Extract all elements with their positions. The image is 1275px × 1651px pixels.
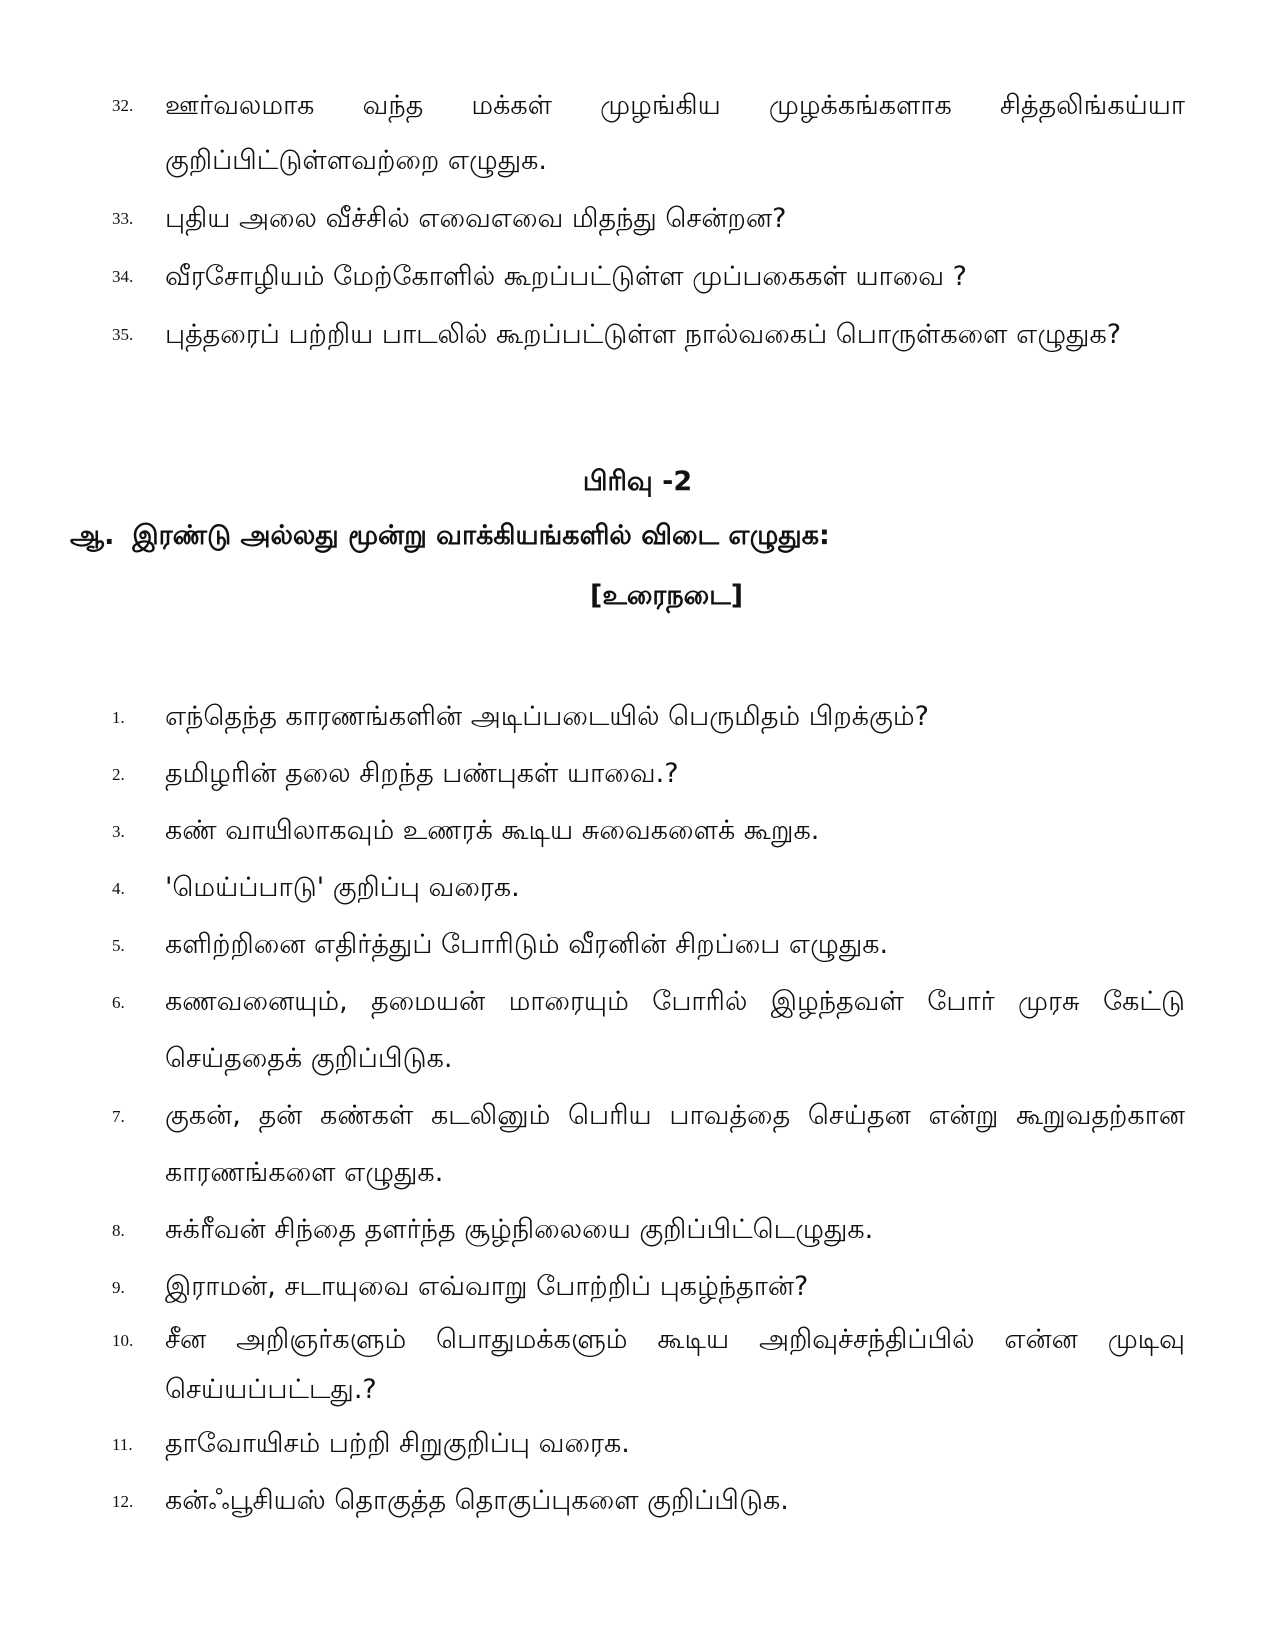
question-item xyxy=(0,249,1275,304)
question-item xyxy=(0,1258,1275,1315)
section-marker: ஆ. xyxy=(70,520,115,551)
section-heading: பிரிவு -2 xyxy=(582,466,693,497)
question-number: 1. xyxy=(112,708,125,727)
question-number: 9. xyxy=(112,1278,125,1297)
question-item xyxy=(0,859,1275,916)
question-number: 35. xyxy=(112,325,134,344)
question-text: புதிய அலை வீச்சில் எவைஎவை மிதந்து சென்றன? xyxy=(165,203,787,234)
question-list-part-2 xyxy=(0,688,1275,1529)
section-instruction xyxy=(70,520,830,555)
instruction-text: இரண்டு அல்லது மூன்று வாக்கியங்களில் விடை எழுதுக: xyxy=(132,520,830,551)
question-text: சீன அறிஞர்களும் பொதுமக்களும் கூடிய அறிவுச்சந்திப்பில் என்ன முடிவு செய்யப்பட்டது.? xyxy=(165,1324,1185,1405)
question-number: 3. xyxy=(112,822,125,841)
question-item xyxy=(0,78,1275,188)
question-text: கணவனையும், தமையன் மாரையும் போரில் இழந்தவள் போர் முரசு கேட்டு செய்ததைக் குறிப்பிடுக. xyxy=(165,986,1185,1074)
question-text: கண் வாயிலாகவும் உணரக் கூடிய சுவைகளைக் கூறுக. xyxy=(165,815,820,846)
question-item xyxy=(0,1087,1275,1201)
question-item xyxy=(0,191,1275,246)
question-text: களிற்றினை எதிர்த்துப் போரிடும் வீரனின் சிறப்பை எழுதுக. xyxy=(165,929,889,960)
question-number: 8. xyxy=(112,1221,125,1240)
question-item xyxy=(0,973,1275,1087)
question-text: கன்ஃபூசியஸ் தொகுத்த தொகுப்புகளை குறிப்பிடுக. xyxy=(165,1485,789,1516)
question-number: 2. xyxy=(112,765,125,784)
question-number: 11. xyxy=(112,1435,133,1454)
question-number: 34. xyxy=(112,267,134,286)
question-number: 7. xyxy=(112,1107,125,1126)
question-item xyxy=(0,916,1275,973)
question-item xyxy=(0,1315,1275,1415)
question-number: 32. xyxy=(112,96,134,115)
question-number: 4. xyxy=(112,879,125,898)
question-number: 10. xyxy=(112,1331,134,1350)
question-text: தாவோயிசம் பற்றி சிறுகுறிப்பு வரைக. xyxy=(165,1428,630,1459)
section-subtitle: [உரைநடை] xyxy=(590,580,744,611)
question-text: ஊர்வலமாக வந்த மக்கள் முழங்கிய முழக்கங்களாக சித்தலிங்கய்யா குறிப்பிட்டுள்ளவற்றை எழுதுக. xyxy=(165,90,1185,176)
question-text: வீரசோழியம் மேற்கோளில் கூறப்பட்டுள்ள முப்பகைகள் யாவை ? xyxy=(165,261,968,292)
question-item xyxy=(0,688,1275,745)
question-text: எந்தெந்த காரணங்களின் அடிப்படையில் பெருமிதம் பிறக்கும்? xyxy=(165,701,929,732)
question-text: இராமன், சடாயுவை எவ்வாறு போற்றிப் புகழ்ந்தான்? xyxy=(165,1271,809,1302)
question-text: 'மெய்ப்பாடு' குறிப்பு வரைக. xyxy=(165,872,520,903)
question-item xyxy=(0,745,1275,802)
question-number: 6. xyxy=(112,993,125,1012)
question-number: 5. xyxy=(112,936,125,955)
question-text: புத்தரைப் பற்றிய பாடலில் கூறப்பட்டுள்ள நால்வகைப் பொருள்களை எழுதுக? xyxy=(165,319,1122,350)
question-number: 33. xyxy=(112,209,134,228)
question-number: 12. xyxy=(112,1492,134,1511)
question-text: தமிழரின் தலை சிறந்த பண்புகள் யாவை.? xyxy=(165,758,679,789)
question-list-part-1 xyxy=(0,78,1275,365)
question-item xyxy=(0,1472,1275,1529)
question-text: குகன், தன் கண்கள் கடலினும் பெரிய பாவத்தை செய்தன என்று கூறுவதற்கான காரணங்களை எழுதுக. xyxy=(165,1100,1185,1188)
question-text: சுக்ரீவன் சிந்தை தளர்ந்த சூழ்நிலையை குறிப்பிட்டெழுதுக. xyxy=(165,1214,874,1245)
question-item xyxy=(0,802,1275,859)
question-item xyxy=(0,1415,1275,1472)
question-item xyxy=(0,1201,1275,1258)
question-item xyxy=(0,307,1275,362)
